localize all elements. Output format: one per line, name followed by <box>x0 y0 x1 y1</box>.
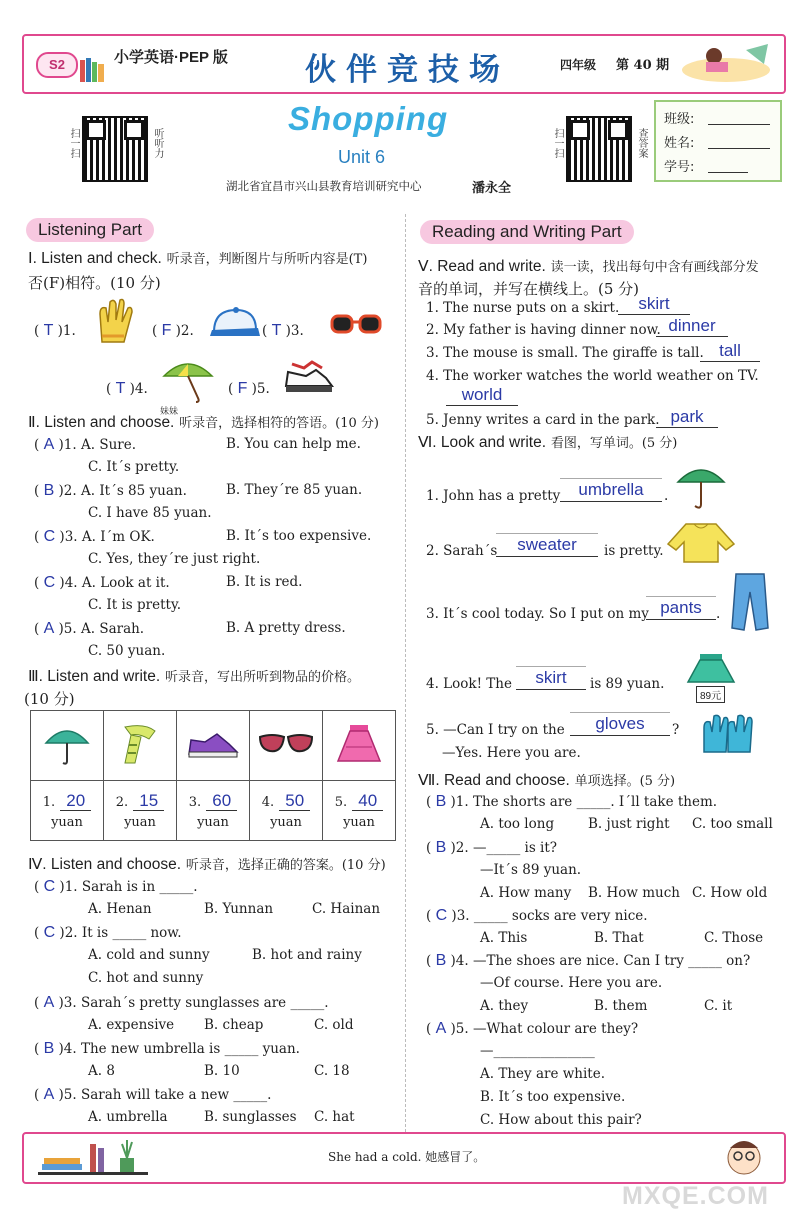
author-org: 湖北省宜昌市兴山县教育培训研究中心 <box>226 179 422 193</box>
rc-item-7-4-b: B. them <box>594 998 648 1014</box>
choice-4-2-c: C. hot and sunny <box>88 970 204 986</box>
badge: S2 <box>36 52 78 78</box>
choice-2-5-b: B. A pretty dress. <box>226 620 346 636</box>
lw-answer-6-1: umbrella <box>560 478 662 502</box>
price-cell-2: 2. 15 yuan <box>104 781 177 841</box>
watermark-text: MXQE.COM <box>622 1182 769 1210</box>
books-plant-icon <box>38 1136 148 1182</box>
rc-item-7-3-a: A. This <box>480 930 528 946</box>
class-field[interactable] <box>708 124 770 125</box>
lw-answer-6-2: sweater <box>496 533 598 557</box>
rc-item-7-1-c: C. too small <box>692 816 773 832</box>
section-2-title: Ⅱ. Listen and choose. 听录音，选择相符的答语。(10 分) <box>28 414 379 431</box>
rc-item-7-5-a: A. They are white. <box>480 1066 605 1082</box>
qr-right-label: 查答案 <box>636 128 647 158</box>
choice-4-3-b: B. cheap <box>204 1017 264 1033</box>
rw-item-5-4: 4. The worker watches the world weather on TV. <box>426 368 759 384</box>
lw-item-6-5-pre: 5. —Can I try on the <box>426 722 565 738</box>
choice-4-1: ( C )1. Sarah is in _____. <box>34 878 198 895</box>
lesson-title: Shopping <box>288 100 449 137</box>
issue-label: 第 40 期 <box>616 58 670 73</box>
choice-4-2-b: B. hot and rainy <box>252 947 362 963</box>
lw-item-6-3-post: . <box>716 606 721 622</box>
choice-2-4-c: C. It is pretty. <box>88 597 182 613</box>
price-img-sunglasses <box>250 711 323 781</box>
name-label: 姓名: <box>664 136 695 151</box>
name-field[interactable] <box>708 148 770 149</box>
price-answer-1: 20 <box>60 791 91 811</box>
rw-answer-5-2: dinner <box>656 316 728 337</box>
price-img-skirt <box>323 711 396 781</box>
section-6-title: Ⅵ. Look and write. 看图，写单词。(5 分) <box>418 434 678 451</box>
choice-2-1-c: C. It´s pretty. <box>88 459 180 475</box>
qr-left-side-text: 扫一扫 <box>68 128 79 158</box>
price-img-shoes <box>177 711 250 781</box>
class-label: 班级: <box>664 112 695 127</box>
section-3-title: Ⅲ. Listen and write. 听录音，写出所听到物品的价格。 <box>28 668 360 685</box>
choice-4-4-a: A. 8 <box>88 1063 115 1079</box>
rw-item-5-2: 2. My father is having dinner now. <box>426 322 661 338</box>
rc-item-7-5-b: B. It´s too expensive. <box>480 1089 626 1105</box>
section-5-instruction: 音的单词，并写在横线上。(5 分) <box>418 280 640 298</box>
choice-4-2: ( C )2. It is _____ now. <box>34 924 182 941</box>
column-divider <box>405 214 406 1132</box>
choice-4-3-c: C. old <box>314 1017 354 1033</box>
rc-item-7-1: ( B )1. The shorts are _____. I´ll take them. <box>426 793 718 810</box>
choice-4-2-a: A. cold and sunny <box>88 947 210 963</box>
rc-item-7-2: ( B )2. —_____ is it? <box>426 839 558 856</box>
price-answer-5: 40 <box>352 791 383 811</box>
rc-item-7-4-line2: —Of course. Here you are. <box>480 975 663 991</box>
lw-answer-6-4: skirt <box>516 666 586 690</box>
section-1-title: Ⅰ. Listen and check. 听录音，判断图片与所听内容是(T) <box>28 250 368 267</box>
choice-2-1: ( A )1. A. Sure. <box>34 436 136 453</box>
choice-2-3-b: B. It´s too expensive. <box>226 528 372 544</box>
section-7-title: Ⅶ. Read and choose. 单项选择。(5 分) <box>418 772 676 789</box>
rc-item-7-2-b: B. How much <box>588 885 681 901</box>
rw-answer-5-4: world <box>446 385 518 406</box>
rc-item-7-3-c: C. Those <box>704 930 764 946</box>
choice-4-5-b: B. sunglasses <box>204 1109 297 1125</box>
check-item-4: ( T )4. <box>106 380 148 397</box>
books-icon <box>78 54 108 84</box>
rw-answer-5-3: tall <box>700 341 760 362</box>
choice-2-5-c: C. 50 yuan. <box>88 643 166 659</box>
check-item-2: ( F )2. <box>152 322 194 339</box>
rc-item-7-5-c: C. How about this pair? <box>480 1112 642 1128</box>
sunglasses-icon <box>330 310 384 344</box>
choice-4-4-b: B. 10 <box>204 1063 240 1079</box>
qr-code-answers[interactable] <box>566 116 632 182</box>
id-field[interactable] <box>708 172 748 173</box>
rc-item-7-2-line2: —It´s 89 yuan. <box>480 862 582 878</box>
header-title: 伙伴竞技场 <box>305 52 510 88</box>
sweater-picture-icon <box>666 520 736 568</box>
choice-2-4: ( C )4. A. Look at it. <box>34 574 170 591</box>
choice-2-2-b: B. They´re 85 yuan. <box>226 482 363 498</box>
price-answer-4: 50 <box>279 791 310 811</box>
price-cell-1: 1. 20 yuan <box>31 781 104 841</box>
section-1-score: 否(F)相符。(10 分) <box>28 274 161 292</box>
choice-4-5-a: A. umbrella <box>88 1109 168 1125</box>
rc-item-7-2-c: C. How old <box>692 885 768 901</box>
choice-4-1-c: C. Hainan <box>312 901 381 917</box>
reading-writing-part-header: Reading and Writing Part <box>420 220 634 244</box>
edition-label: 小学英语·PEP 版 <box>114 49 228 66</box>
price-answer-3: 60 <box>206 791 237 811</box>
choice-4-3: ( A )3. Sarah´s pretty sunglasses are _____. <box>34 994 329 1011</box>
check-item-3: ( T )3. <box>262 322 304 339</box>
qr-left-label: 听听力 <box>152 128 163 158</box>
choice-4-3-a: A. expensive <box>88 1017 175 1033</box>
section-4-title: Ⅳ. Listen and choose. 听录音，选择正确的答案。(10 分) <box>28 856 386 873</box>
gloves-icon <box>94 296 136 350</box>
lw-item-6-4-post: is 89 yuan. <box>590 676 665 692</box>
rc-item-7-4: ( B )4. —The shoes are nice. Can I try _____ on? <box>426 952 751 969</box>
lw-item-6-5-post: ? <box>672 722 680 738</box>
section-5-title: Ⅴ. Read and write. 读一读，找出每句中含有画线部分发 <box>418 258 759 275</box>
girl-reading-icon <box>676 40 776 86</box>
sneakers-icon <box>282 356 336 404</box>
rw-answer-5-5: park <box>656 407 718 428</box>
lw-item-6-2-post: is pretty. <box>604 543 664 559</box>
footer-mascot-icon <box>716 1136 772 1182</box>
choice-4-4: ( B )4. The new umbrella is _____ yuan. <box>34 1040 300 1057</box>
choice-2-5: ( A )5. A. Sarah. <box>34 620 145 637</box>
umbrella-icon <box>160 354 216 408</box>
rw-item-5-1: 1. The nurse puts on a skirt. <box>426 300 620 316</box>
cap-icon <box>208 306 260 346</box>
rw-item-5-3: 3. The mouse is small. The giraffe is tall. <box>426 345 704 361</box>
choice-4-5: ( A )5. Sarah will take a new _____. <box>34 1086 272 1103</box>
rc-item-7-3-b: B. That <box>594 930 644 946</box>
lw-item-6-4-pre: 4. Look! The <box>426 676 512 692</box>
choice-2-4-b: B. It is red. <box>226 574 303 590</box>
lw-answer-6-3: pants <box>646 596 716 620</box>
choice-2-2-c: C. I have 85 yuan. <box>88 505 212 521</box>
rw-item-5-5: 5. Jenny writes a card in the park. <box>426 412 660 428</box>
rc-item-7-5: ( A )5. —What colour are they? <box>426 1020 639 1037</box>
rc-item-7-3: ( C )3. _____ socks are very nice. <box>426 907 648 924</box>
choice-4-1-b: B. Yunnan <box>204 901 274 917</box>
lw-item-6-3-pre: 3. It´s cool today. So I put on my <box>426 606 649 622</box>
price-img-scarf <box>104 711 177 781</box>
grade-label: 四年级 <box>560 58 597 72</box>
price-cell-4: 4. 50 yuan <box>250 781 323 841</box>
pants-picture-icon <box>730 572 770 636</box>
image-caption: 妹妹 <box>160 407 179 417</box>
choice-2-3: ( C )3. A. I´m OK. <box>34 528 155 545</box>
lw-item-6-1-pre: 1. John has a pretty <box>426 488 561 504</box>
lw-item-6-1-post: . <box>664 488 669 504</box>
section-3-score: (10 分) <box>24 690 75 708</box>
author-name: 潘永全 <box>472 181 512 196</box>
lw-item-6-5-reply: —Yes. Here you are. <box>442 745 581 761</box>
rc-item-7-5-line2: —_______________ <box>480 1043 595 1059</box>
price-cell-5: 5. 40 yuan <box>323 781 396 841</box>
rc-item-7-4-c: C. it <box>704 998 733 1014</box>
price-answer-2: 15 <box>133 791 164 811</box>
gloves-picture-icon <box>700 710 756 760</box>
price-tag: 89元 <box>696 686 725 703</box>
choice-2-2: ( B )2. A. It´s 85 yuan. <box>34 482 187 499</box>
id-label: 学号: <box>664 160 695 175</box>
lw-answer-6-5: gloves <box>570 712 670 736</box>
rc-item-7-1-a: A. too long <box>480 816 555 832</box>
choice-2-3-c: C. Yes, they´re just right. <box>88 551 261 567</box>
check-item-1: ( T )1. <box>34 322 76 339</box>
lw-item-6-2-pre: 2. Sarah´s <box>426 543 498 559</box>
qr-code-listening[interactable] <box>82 116 148 182</box>
choice-2-1-b: B. You can help me. <box>226 436 361 452</box>
footer-saying: She had a cold. 她感冒了。 <box>328 1150 486 1164</box>
price-img-umbrella <box>31 711 104 781</box>
choice-4-4-c: C. 18 <box>314 1063 350 1079</box>
unit-label: Unit 6 <box>338 147 386 167</box>
check-item-5: ( F )5. <box>228 380 270 397</box>
listening-part-header: Listening Part <box>26 218 154 242</box>
qr-right-side-text: 扫一扫 <box>552 128 563 158</box>
rw-answer-5-1: skirt <box>618 294 690 315</box>
umbrella-picture-icon <box>676 460 726 516</box>
choice-4-1-a: A. Henan <box>88 901 152 917</box>
skirt-picture-icon <box>686 652 736 688</box>
choice-4-5-c: C. hat <box>314 1109 355 1125</box>
rc-item-7-4-a: A. they <box>480 998 529 1014</box>
rc-item-7-1-b: B. just right <box>588 816 670 832</box>
price-table <box>30 710 396 841</box>
price-cell-3: 3. 60 yuan <box>177 781 250 841</box>
rc-item-7-2-a: A. How many <box>480 885 572 901</box>
